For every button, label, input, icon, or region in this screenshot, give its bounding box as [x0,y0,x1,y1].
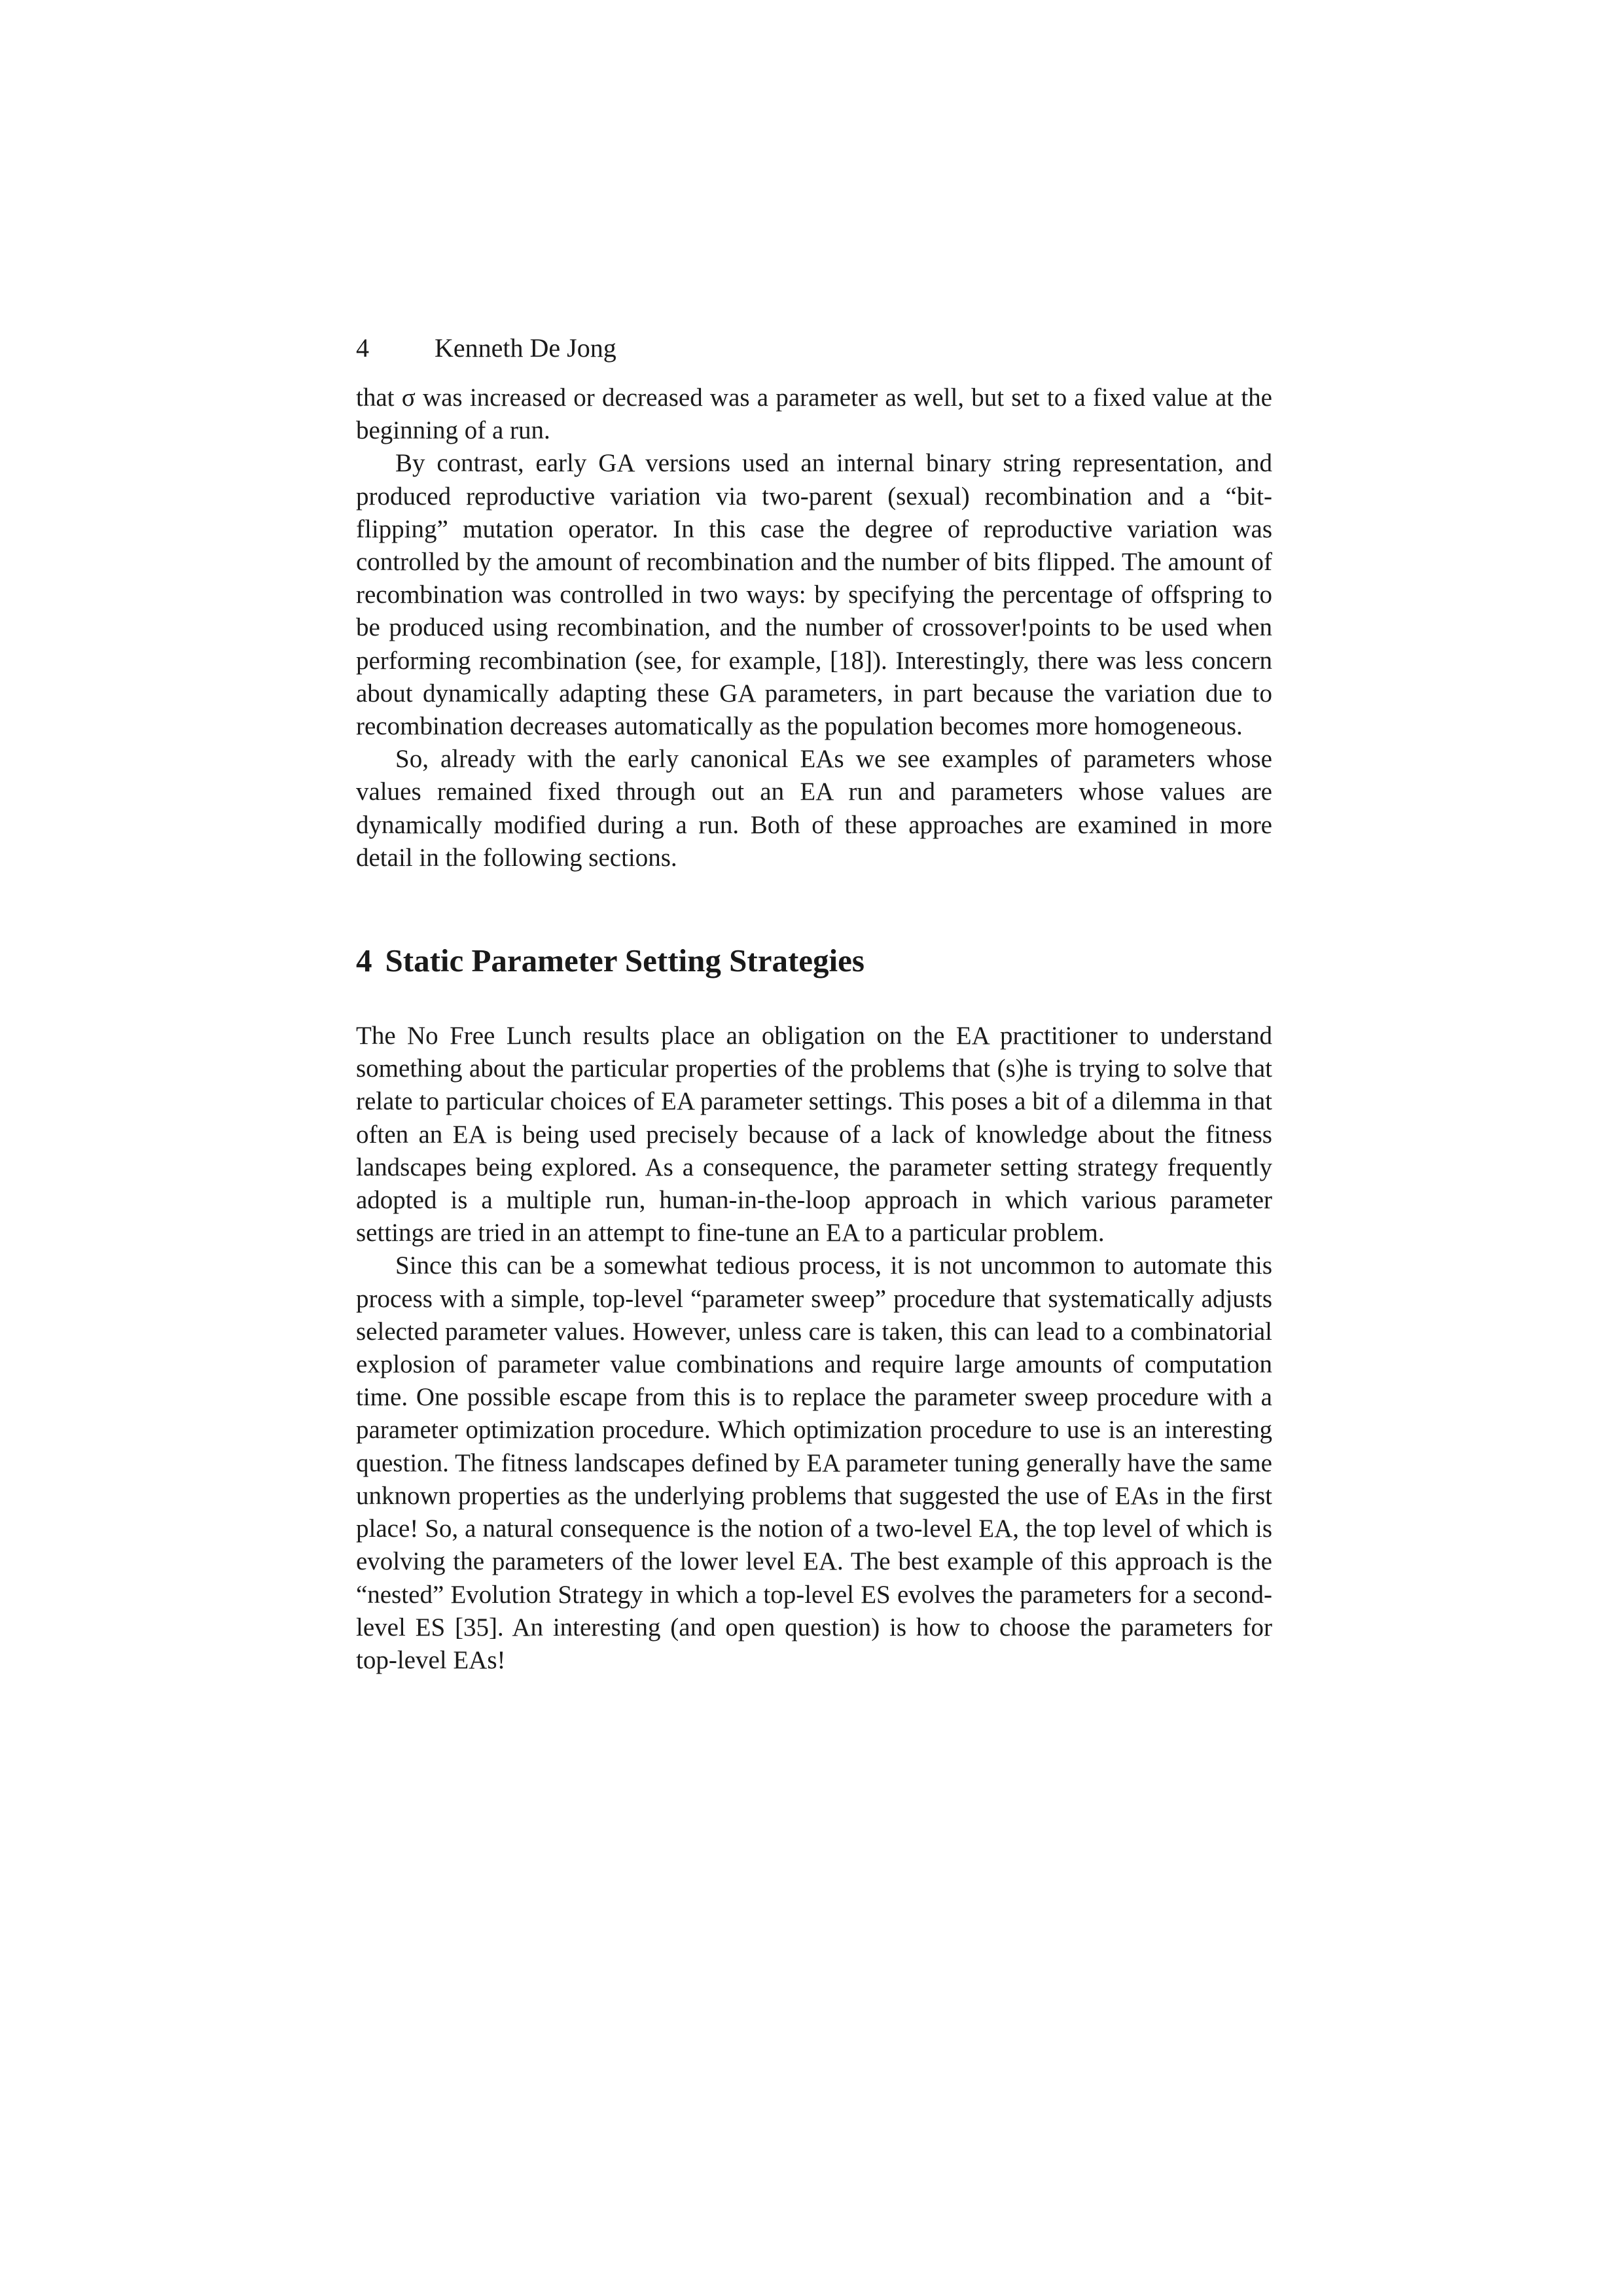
running-head [356,331,1272,365]
paragraph-parameter-sweep: Since this can be a somewhat tedious process, it is not uncommon to automate this process with a simple, top-level “parameter sweep” procedure that systematically adjusts selected parameter values. However, unless care is taken, this can lead to a combinatorial explosion of parameter value combinations and require large amounts of computation time. One possible escape from this is to replace the parameter sweep procedure with a parameter optimization procedure. Which optimization procedure to use is an interesting question. The fitness landscapes defined by EA parameter tuning generally have the same unknown properties as the underlying problems that suggested the use of EAs in the first place! So, a natural consequence is the notion of a two-level EA, the top level of which is evolving the parameters of the lower level EA. The best example of this approach is the “nested” Evolution Strategy in which a top-level ES evolves the parameters for a second-level ES [35]. An interesting (and open question) is how to choose the parameters for top-level EAs! [356,1251,1272,1674]
paragraph-canonical-eas: So, already with the early canonical EAs we see examples of parameters whose values remained fixed through out an EA run and parameters whose values are dynamically modified during a run. Both of these approaches are examined in more detail in the following sections. [356,745,1272,872]
section-heading [356,941,1272,980]
paragraph-ga-versions: By contrast, early GA versions used an internal binary string representation, and produced reproductive variation via two-parent (sexual) recombination and a “bit-flipping” mutation operator. In this case the degree of reproductive variation was controlled by the amount of recombination and the number of bits flipped. The amount of recombination was controlled in two ways: by specifying the percentage of offspring to be produced using recombination, and the number of crossover!points to be used when performing recombination (see, for example, [18]). Interestingly, there was less concern about dynamically adapting these GA parameters, in part because the variation due to recombination decreases automatically as the population becomes more homogeneous. [356,449,1272,741]
body-text [356,382,1272,1677]
page-number: 4 [356,333,369,363]
running-head-author: Kenneth De Jong [435,333,616,363]
section-number: 4 [356,942,372,979]
paragraph-no-free-lunch: The No Free Lunch results place an obligation on the EA practitioner to understand something about the particular properties of the problems that (s)he is trying to solve that relate to particular choices of EA parameter settings. This poses a bit of a dilemma in that often an EA is being used precisely because of a lack of knowledge about the fitness landscapes being explored. As a consequence, the parameter setting strategy frequently adopted is a multiple run, human-in-the-loop approach in which various parameter settings are tried in an attempt to fine-tune an EA to a particular problem. [356,1022,1272,1247]
section-title: Static Parameter Setting Strategies [385,942,865,979]
paragraph-continued: that σ was increased or decreased was a parameter as well, but set to a fixed value at the beginning of a run. [356,384,1272,445]
